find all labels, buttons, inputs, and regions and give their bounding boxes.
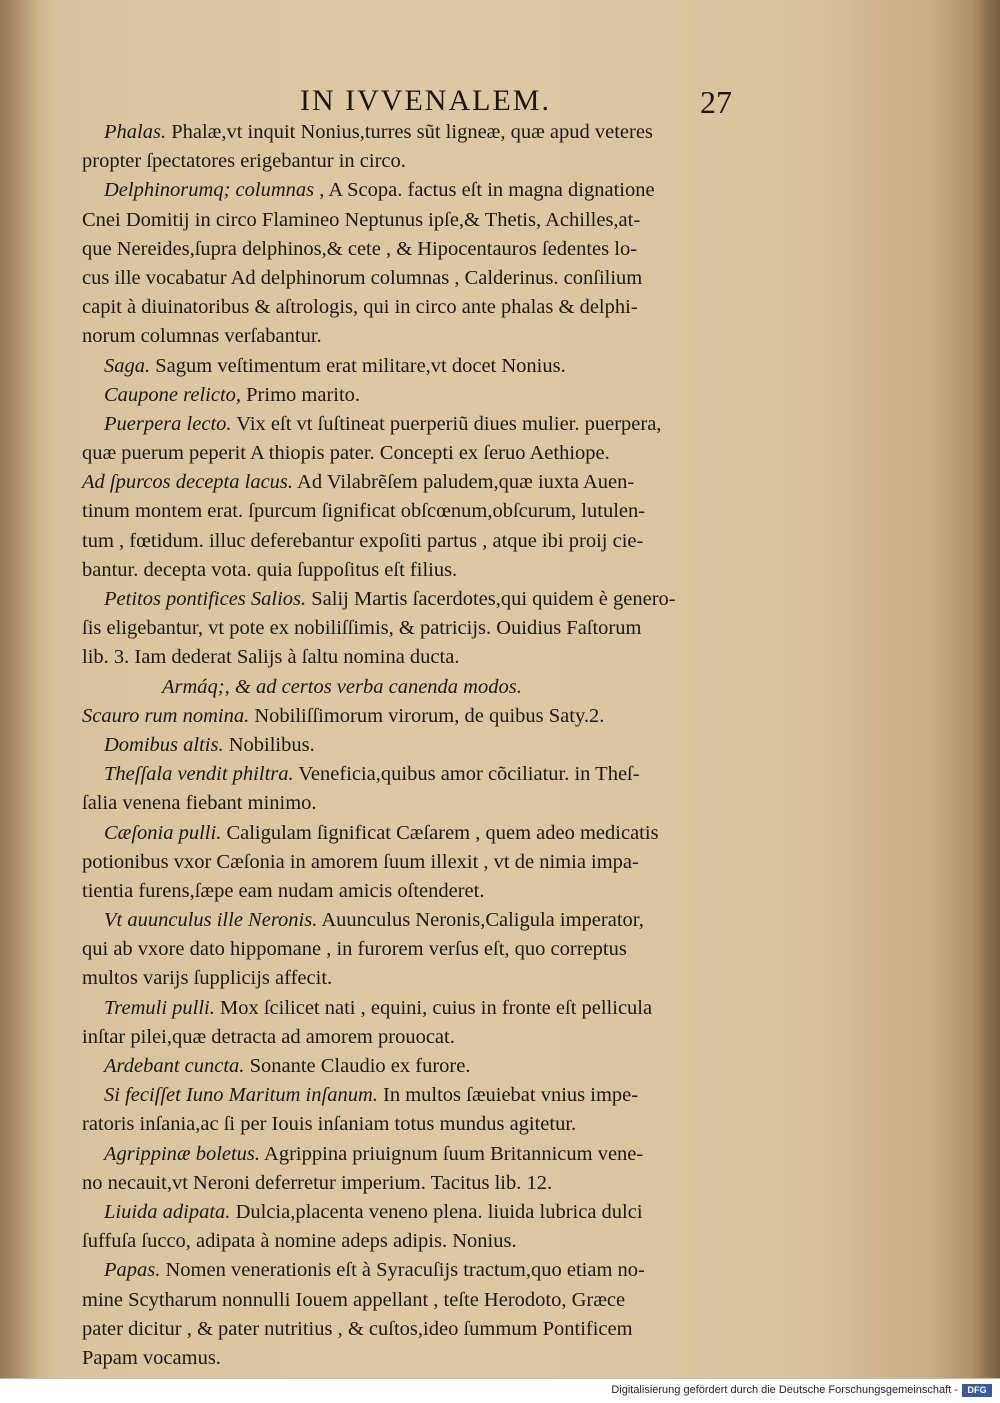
- line-text: potionibus vxor Cæſonia in amorem ſuum illexit , vt de nimia impa-: [82, 850, 639, 873]
- text-line: [82, 1169, 772, 1198]
- text-line: [82, 497, 772, 526]
- line-text: ſis eligebantur, vt pote ex nobiliſſimis, & patricijs. Ouidius Faſtorum: [82, 617, 642, 640]
- gutter-shadow: [0, 0, 40, 1378]
- line-text: Papam vocamus.: [82, 1346, 221, 1369]
- text-line: [82, 819, 772, 848]
- text-line: [82, 1110, 772, 1139]
- line-text: Auunculus Neronis,Caligula imperator,: [321, 909, 644, 932]
- text-line: [82, 118, 772, 147]
- line-text: no necauit,vt Neroni deferretur imperium. Tacitus lib. 12.: [82, 1171, 553, 1194]
- text-line: [82, 264, 772, 293]
- line-text: Salij Martis ſacerdotes,qui quidem è genero-: [311, 588, 676, 610]
- text-line: [82, 556, 772, 585]
- lemma: Theſſala vendit philtra.: [104, 763, 294, 786]
- text-line: [82, 906, 772, 935]
- line-text: Phalæ,vt inquit Nonius,turres sũt ligneæ, quæ apud veteres: [171, 121, 653, 143]
- line-text: cus ille vocabatur Ad delphinorum columnas , Calderinus. conſilium: [82, 266, 643, 289]
- text-line: [82, 760, 772, 789]
- line-text: Nobilibus.: [228, 733, 315, 756]
- line-text: Primo marito.: [246, 383, 361, 406]
- line-text: Dulcia,placenta veneno plena. liuida lubrica dulci: [235, 1200, 643, 1223]
- lemma: Ad ſpurcos decepta lacus.: [82, 471, 294, 494]
- text-line: [82, 176, 772, 205]
- lemma: Domibus altis.: [104, 733, 224, 756]
- lemma: Saga.: [104, 354, 151, 377]
- line-text: In multos ſæuiebat vnius impe-: [383, 1084, 639, 1107]
- line-text: Mox ſcilicet nati , equini, cuius in fronte eſt pellicula: [220, 996, 653, 1019]
- digitization-footer: [0, 1378, 1000, 1403]
- text-line: [82, 1227, 772, 1256]
- text-line: [82, 147, 772, 176]
- lemma: Tremuli pulli.: [104, 996, 215, 1019]
- text-line: [82, 1081, 772, 1110]
- line-text: tientia furens,ſæpe eam nudam amicis oſtenderet.: [82, 879, 485, 902]
- lemma: Vt auunculus ille Neronis.: [104, 909, 318, 932]
- lemma: Delphinorumq; columnas: [104, 179, 315, 202]
- line-text: lib. 3. Iam dederat Salijs à ſaltu nomina ducta.: [82, 646, 460, 669]
- lemma: Armáq;, & ad certos verba canenda modos.: [162, 675, 522, 698]
- page-edge: [972, 0, 1000, 1378]
- text-line: [82, 994, 772, 1023]
- text-line: [82, 381, 772, 410]
- lemma: Scauro rum nomina.: [82, 704, 250, 727]
- text-line: [82, 1286, 772, 1315]
- commentary-text: [82, 118, 772, 1373]
- lemma: Papas.: [104, 1259, 161, 1282]
- running-head: IN IVVENALEM.: [300, 84, 551, 117]
- lemma: Si feciſſet Iuno Maritum inſanum.: [104, 1084, 378, 1107]
- text-line: [82, 1023, 772, 1052]
- line-text: Vix eſt vt ſuſtineat puerperiũ diues mulier. puerpera,: [236, 412, 662, 435]
- line-text: ſuffuſa ſucco, adipata à nomine adeps adipis. Nonius.: [82, 1230, 517, 1253]
- text-line: [82, 352, 772, 381]
- text-line: [82, 439, 772, 468]
- text-line: [82, 877, 772, 906]
- lemma: Liuida adipata.: [104, 1200, 231, 1223]
- text-line: [82, 643, 772, 672]
- text-line: [82, 527, 772, 556]
- text-line: [82, 322, 772, 351]
- line-text: Ad Vilabrẽſem paludem,quæ iuxta Auen-: [297, 471, 635, 494]
- line-text: Sagum veſtimentum erat militare,vt docet Nonius.: [155, 354, 566, 377]
- text-line: [82, 935, 772, 964]
- line-text: qui ab vxore dato hippomane , in furorem verſus eſt, quo correptus: [82, 938, 627, 961]
- text-line: [82, 614, 772, 643]
- text-line: [82, 585, 772, 614]
- line-text: quæ puerum peperit A thiopis pater. Concepti ex ſeruo Aethiope.: [82, 442, 610, 465]
- text-line: [82, 702, 772, 731]
- text-line: [82, 468, 772, 497]
- lemma: Phalas.: [104, 121, 167, 143]
- line-text: mine Scytharum nonnulli Iouem appellant , teſte Herodoto, Græce: [82, 1288, 626, 1311]
- text-line: [82, 848, 772, 877]
- line-text: norum columnas verſabantur.: [82, 325, 322, 348]
- text-line: [82, 293, 772, 322]
- line-text: Cnei Domitij in circo Flamineo Neptunus ipſe,& Thetis, Achilles,at-: [82, 208, 641, 231]
- line-text: multos varijs ſupplicijs affecit.: [82, 967, 333, 990]
- line-text: , A Scopa. factus eſt in magna dignatione: [319, 179, 655, 202]
- line-text: tinum montem erat. ſpurcum ſignificat obſcœnum,obſcurum, lutulen-: [82, 500, 646, 523]
- dfg-logo: DFG: [962, 1384, 992, 1397]
- line-text: Agrippina priuignum ſuum Britannicum vene-: [264, 1142, 644, 1165]
- text-line: [82, 235, 772, 264]
- line-text: Sonante Claudio ex furore.: [249, 1055, 471, 1077]
- line-text: inſtar pilei,quæ detracta ad amorem prouocat.: [82, 1025, 455, 1048]
- text-line: [82, 206, 772, 235]
- line-text: capit à diuinatoribus & aſtrologis, qui in circo ante phalas & delphi-: [82, 296, 638, 319]
- line-text: ſalia venena fiebant minimo.: [82, 792, 317, 815]
- text-line: [82, 1256, 772, 1285]
- line-text: pater dicitur , & pater nutritius , & cuſtos,ideo ſummum Pontificem: [82, 1317, 633, 1340]
- text-line: [82, 731, 772, 760]
- line-text: ratoris inſania,ac ſi per Iouis inſaniam totus mundus agitetur.: [82, 1113, 577, 1136]
- text-line: [82, 1052, 772, 1081]
- line-text: tum , fœtidum. illuc deferebantur expoſiti partus , atque ibi proij cie-: [82, 529, 644, 552]
- line-text: Nobiliſſimorum virorum, de quibus Saty.2.: [254, 704, 605, 727]
- line-text: propter ſpectatores erigebantur in circo.: [82, 150, 406, 173]
- text-line: [82, 1315, 772, 1344]
- page-number: 27: [700, 84, 732, 120]
- lemma: Ardebant cuncta.: [104, 1055, 245, 1077]
- line-text: bantur. decepta vota. quia ſuppoſitus eſt filius.: [82, 558, 458, 581]
- text-line: [82, 410, 772, 439]
- lemma: Agrippinæ boletus.: [104, 1142, 261, 1165]
- lemma: Puerpera lecto.: [104, 412, 232, 435]
- text-line: [82, 673, 772, 702]
- lemma: Cæſonia pulli.: [104, 821, 222, 844]
- text-line: [82, 964, 772, 993]
- line-text: Caligulam ſignificat Cæſarem , quem adeo medicatis: [226, 821, 659, 844]
- text-line: [82, 1344, 772, 1373]
- text-line: [82, 1140, 772, 1169]
- lemma: Caupone relicto,: [104, 383, 242, 406]
- line-text: Veneficia,quibus amor cõciliatur. in Theſ-: [298, 763, 640, 786]
- text-line: [82, 789, 772, 818]
- line-text: Nomen venerationis eſt à Syracuſijs tractum,quo etiam no-: [165, 1259, 645, 1282]
- funding-credit: Digitalisierung gefördert durch die Deutsche Forschungsgemeinschaft -: [611, 1384, 958, 1396]
- lemma: Petitos pontifices Salios.: [104, 588, 307, 610]
- text-line: [82, 1198, 772, 1227]
- line-text: que Nereides,ſupra delphinos,& cete , & Hipocentauros ſedentes lo-: [82, 237, 638, 260]
